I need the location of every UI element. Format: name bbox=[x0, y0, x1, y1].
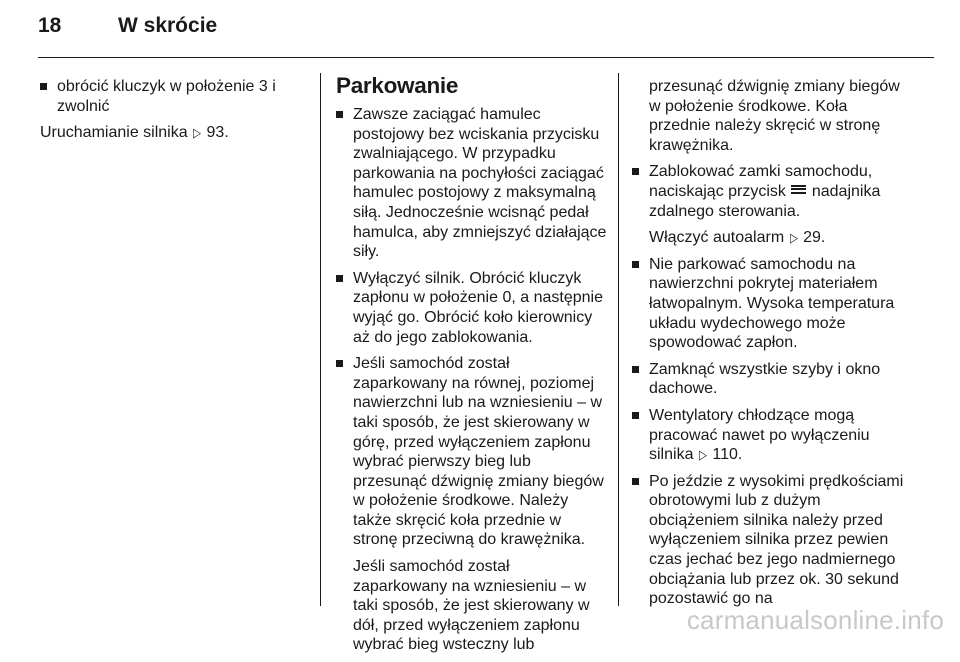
column-2 bbox=[336, 73, 608, 662]
list-item bbox=[632, 360, 907, 399]
list-item-text: Po jeździe z wysokimi prędkościami obrotowymi lub z dużym obciążeniem silnika należy przed wyłączeniem silnika przez pewien czas jechać bez jego nadmiernego obciążania lub przez ok. 30 sekund pozostawić go na bbox=[649, 472, 904, 608]
list-item-text: Zablokować zamki samochodu, naciskając przycisk bbox=[649, 163, 873, 200]
page-number: 18 bbox=[38, 14, 62, 37]
list-item-subparagraph: Jeśli samochód został zaparkowany na wzniesieniu – w taki sposób, że jest skierowany w dół, przed wyłączeniem zapłonu wybrać bieg wsteczny lub bbox=[353, 558, 590, 654]
list-item bbox=[336, 105, 608, 262]
watermark: carmanualsonline.info bbox=[686, 605, 944, 635]
list-item-subparagraph bbox=[649, 228, 907, 248]
bullet-icon bbox=[632, 168, 639, 175]
list-item bbox=[632, 255, 907, 353]
paragraph bbox=[40, 123, 292, 143]
list-item-text: Zamknąć wszystkie szyby i okno dachowe. bbox=[649, 360, 881, 398]
bullet-icon bbox=[40, 83, 47, 90]
bullet-icon bbox=[336, 360, 343, 367]
bullet-icon bbox=[632, 412, 639, 419]
list-item bbox=[632, 162, 907, 247]
chapter-title: W skrócie bbox=[118, 14, 218, 37]
list-item-text: obrócić kluczyk w położenie 3 i zwolnić bbox=[57, 78, 276, 115]
paragraph-text: Uruchamianie silnika bbox=[40, 124, 188, 142]
page-reference-link[interactable]: 29. bbox=[803, 229, 826, 247]
list-item bbox=[632, 472, 907, 609]
page-header bbox=[38, 14, 217, 48]
list-item-text: Wyłączyć silnik. Obrócić kluczyk zapłonu w położenie 0, a następnie wyjąć go. Obrócić koło kierownicy aż do jego zablokowania. bbox=[353, 269, 603, 346]
list-item-text: Nie parkować samochodu na nawierzchni pokrytej materiałem łatwopalnym. Wysoka temperatura układu wydechowego może spowodować zapłon. bbox=[649, 255, 895, 352]
lock-button-icon bbox=[791, 185, 806, 194]
continued-text: przesunąć dźwignię zmiany biegów w położenie środkowe. Koła przednie należy skręcić w stronę krawężnika. bbox=[649, 78, 900, 154]
column-3 bbox=[632, 77, 907, 616]
bullet-icon bbox=[632, 366, 639, 373]
reference-arrow-icon: ▷ bbox=[698, 447, 707, 463]
bullet-icon bbox=[336, 111, 343, 118]
section-title: Parkowanie bbox=[336, 73, 459, 98]
subparagraph-text: Włączyć autoalarm bbox=[649, 229, 785, 247]
reference-arrow-icon: ▷ bbox=[789, 230, 798, 246]
bullet-icon bbox=[632, 478, 639, 485]
column-divider-1 bbox=[320, 73, 321, 606]
list-item-text: Zawsze zaciągać hamulec postojowy bez wciskania przycisku zwalniającego. W przypadku parkowania na pochyłości zaciągać hamulec postojowy z maksymalną siłą. Jednocześnie wcisnąć pedał hamulca, aby zmniejszyć działające siły. bbox=[353, 106, 607, 261]
bullet-icon bbox=[336, 275, 343, 282]
bullet-icon bbox=[632, 261, 639, 268]
list-item-text: nadajnika zdalnego sterowania. bbox=[649, 182, 881, 220]
list-item bbox=[336, 354, 608, 655]
column-1 bbox=[40, 77, 292, 150]
reference-arrow-icon: ▷ bbox=[193, 125, 202, 141]
list-item-text: Jeśli samochód został zaparkowany na równej, poziomej nawierzchni lub na wzniesieniu – w taki sposób, że jest skierowany w górę, przed wyłączeniem zapłonu wybrać pierwszy bieg lub przesunąć dźwignię zmiany biegów w położenie środkowe. Należy także skręcić koła przednie w stronę przeciwną do krawężnika. bbox=[353, 355, 604, 549]
list-item bbox=[632, 406, 907, 465]
list-item bbox=[336, 269, 608, 347]
page-reference-link[interactable]: 110. bbox=[712, 446, 743, 464]
header-rule bbox=[38, 57, 934, 58]
page-reference-link[interactable]: 93. bbox=[206, 124, 229, 142]
list-item bbox=[40, 77, 292, 116]
column-divider-2 bbox=[618, 73, 619, 606]
list-item-text: Wentylatory chłodzące mogą pracować nawet po wyłączeniu silnika bbox=[649, 406, 870, 464]
